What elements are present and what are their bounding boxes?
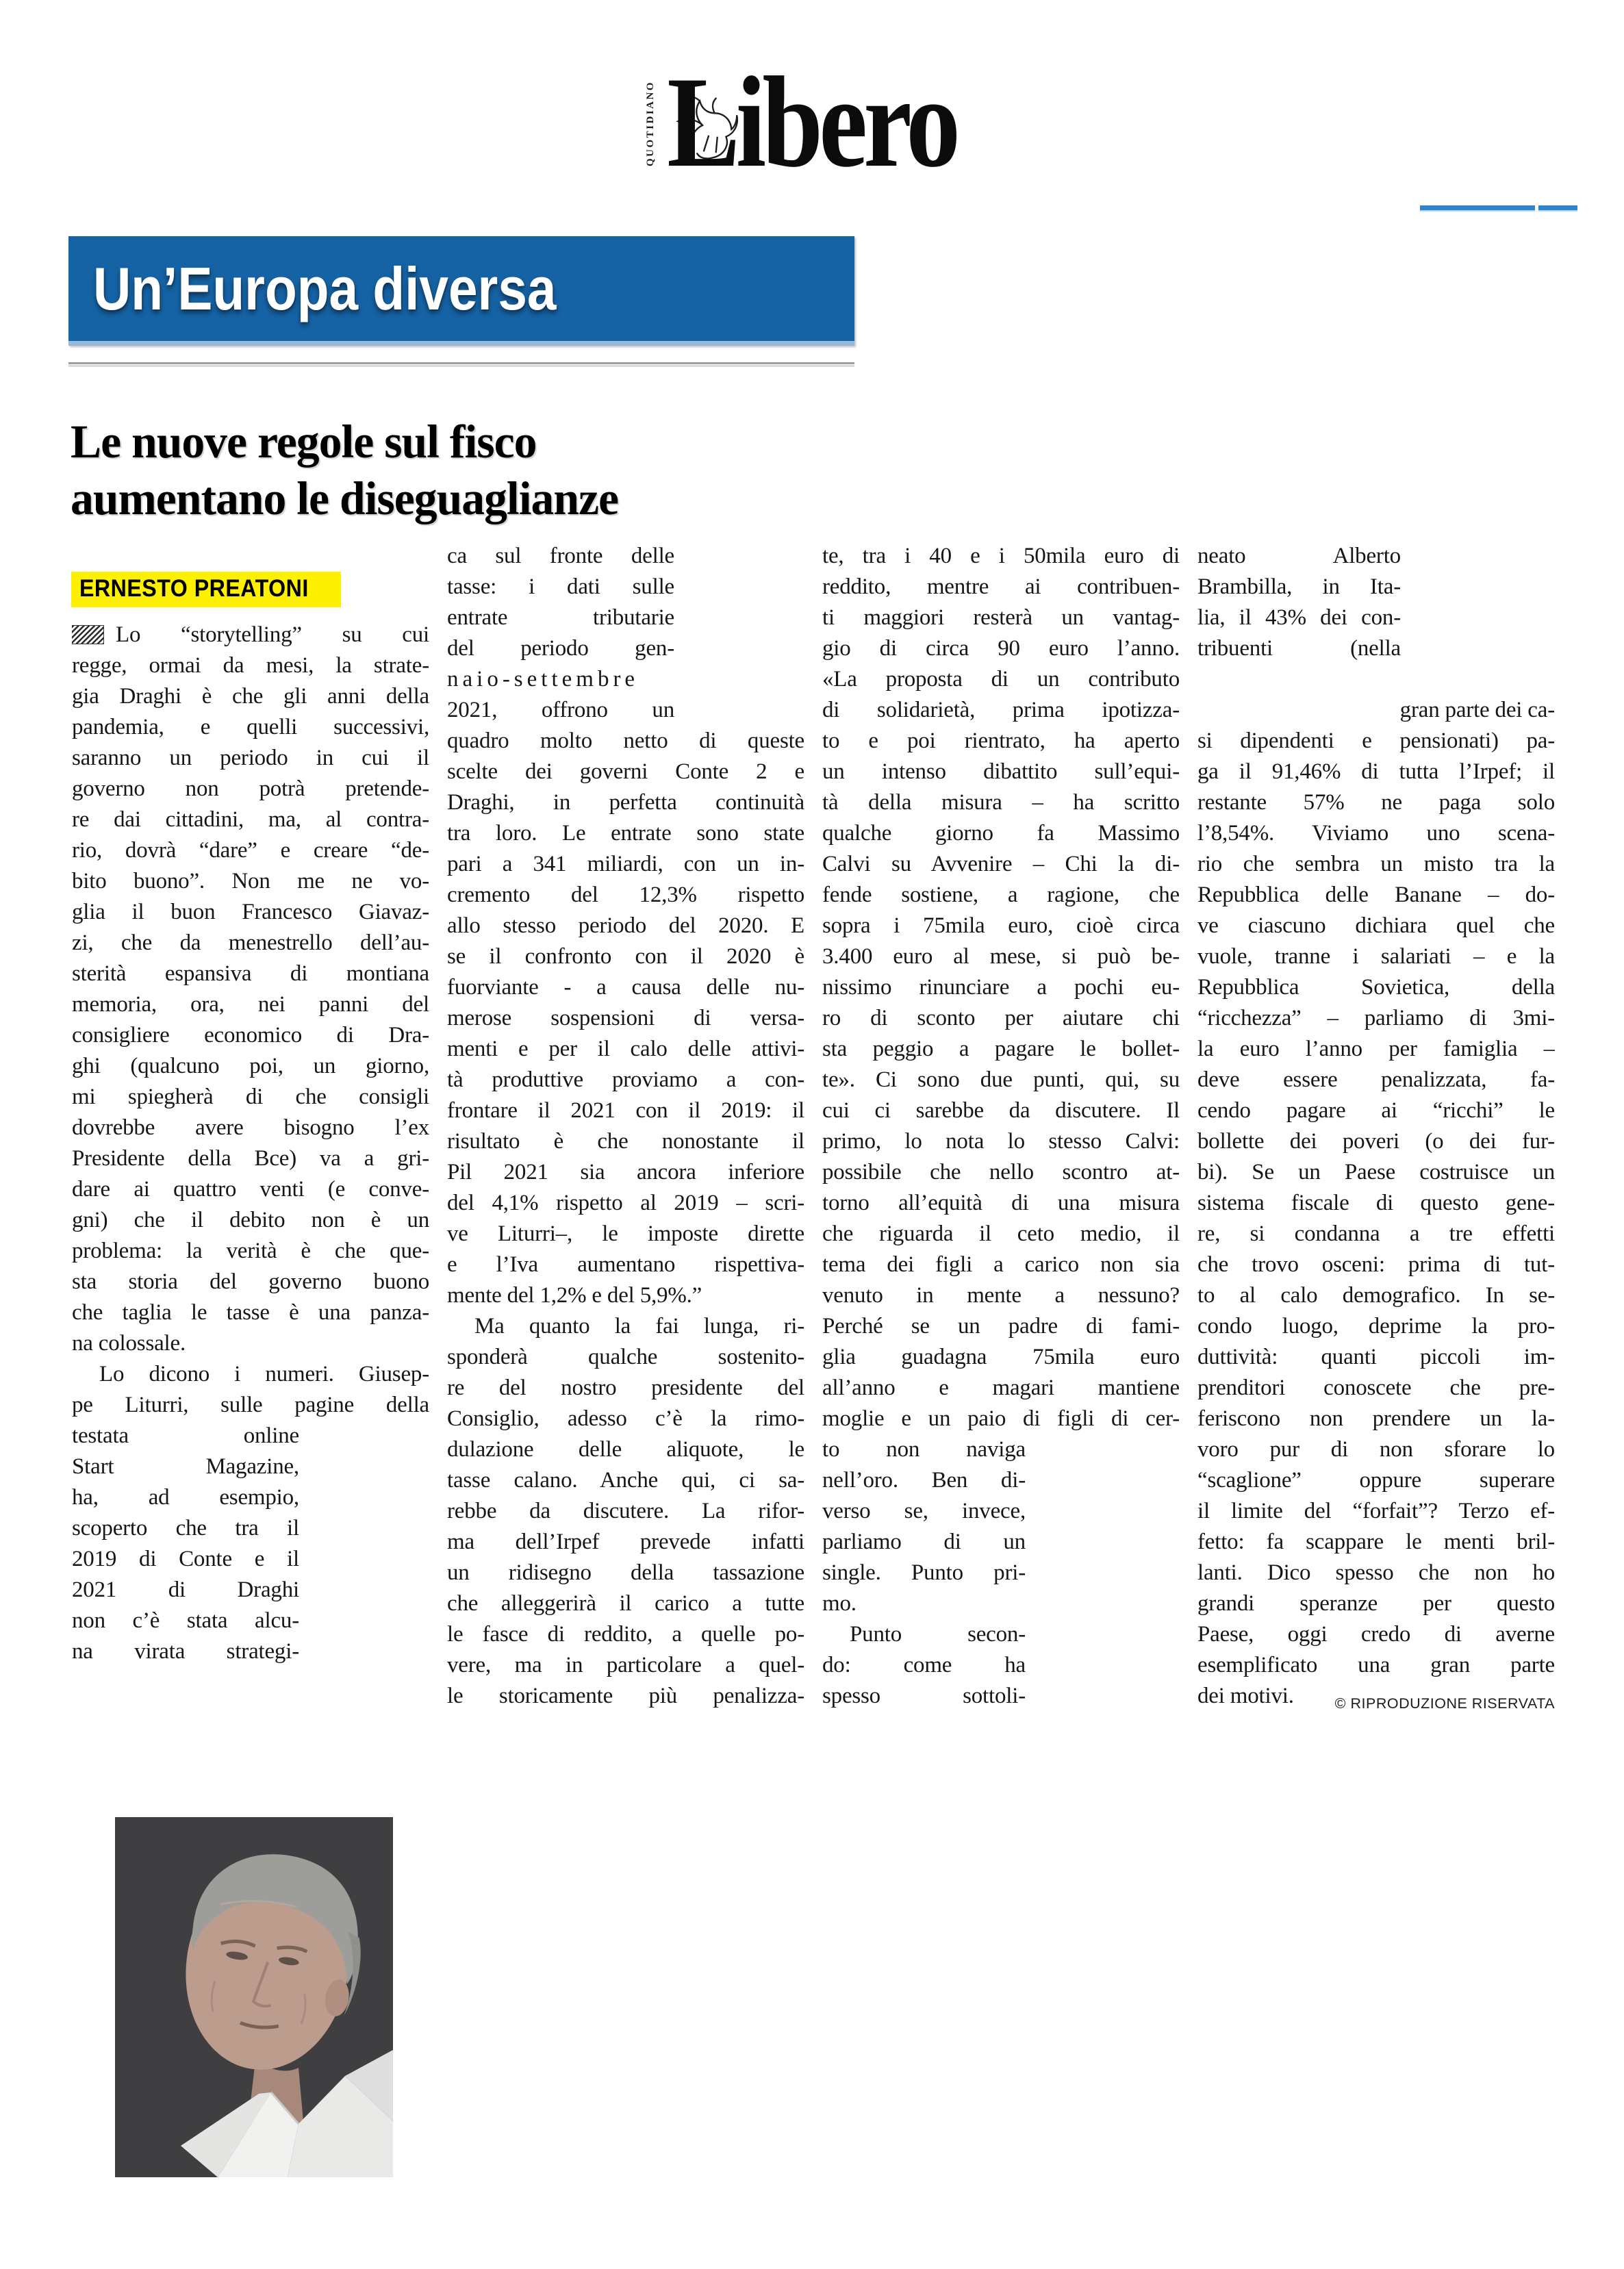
text-line: sponderà qualche sostenito- (447, 1345, 804, 1369)
text-line: 2021 di Draghi (72, 1577, 299, 1602)
text-line: Calvi su Avvenire – Chi la di- (822, 852, 1180, 876)
text-line: dei motivi. (1197, 1684, 1294, 1708)
text-line: zi, che da menestrello dell’au- (72, 930, 429, 955)
text-line: che trovo osceni: prima di tut- (1197, 1252, 1555, 1277)
text-line: non c’è stata alcu- (72, 1608, 299, 1633)
text-line: dare ai quattro venti (e conve- (72, 1177, 429, 1202)
text-line: allo stesso periodo del 2020. E (447, 913, 804, 938)
text-line: cendo pagare ai “ricchi” le (1197, 1098, 1555, 1123)
text-line: re, si condanna a tre effetti (1197, 1221, 1555, 1246)
text-line: che alleggerirà il carico a tutte (447, 1591, 804, 1616)
text-line: re dai cittadini, ma, al contra- (72, 807, 429, 832)
text-line: ro di sconto per aiutare chi (822, 1006, 1180, 1030)
text-line: la euro l’anno per famiglia – (1197, 1037, 1555, 1061)
text-line: reddito, mentre ai contribuen- (822, 574, 1180, 599)
text-line: Lo “storytelling” su cui (72, 620, 429, 650)
text-line: qualche giorno fa Massimo (822, 821, 1180, 846)
text-line: pandemia, e quelli successivi, (72, 715, 429, 739)
text-line: glia guadagna 75mila euro (822, 1345, 1180, 1369)
text-line: l’8,54%. Viviamo uno scena- (1197, 821, 1555, 846)
text-line: na colossale. (72, 1331, 186, 1356)
text-line: nissimo rinunciare a pochi eu- (822, 975, 1180, 1000)
text-line: bito buono”. Non me ne vo- (72, 869, 429, 893)
headline (71, 414, 926, 527)
text-line: Punto secon- (850, 1622, 1026, 1647)
text-line: te, tra i 40 e i 50mila euro di (822, 544, 1180, 568)
text-line: saranno un periodo in cui il (72, 746, 429, 770)
text-line: sistema fiscale di questo gene- (1197, 1191, 1555, 1215)
text-line: single. Punto pri- (822, 1560, 1026, 1585)
text-line: ghi (qualcuno poi, un giorno, (72, 1054, 429, 1078)
text-line: sterità espansiva di montiana (72, 961, 429, 986)
text-line: grandi speranze per questo (1197, 1591, 1555, 1616)
text-line: entrate tributarie (447, 605, 674, 630)
byline-badge (71, 572, 341, 607)
text-line: Repubblica Sovietica, della (1197, 975, 1555, 1000)
text-line: si dipendenti e pensionati) pa- (1197, 728, 1555, 753)
text-line: scelte dei governi Conte 2 e (447, 759, 804, 784)
text-line: verso se, invece, (822, 1499, 1026, 1523)
article-column-1 (72, 620, 429, 1667)
text-line: frontare il 2021 con il 2019: il (447, 1098, 804, 1123)
masthead-rule-segment (1538, 205, 1577, 210)
text-line: ve ciascuno dichiara quel che (1197, 913, 1555, 938)
text-line: fetto: fa scappare le menti bril- (1197, 1530, 1555, 1554)
text-line: Perché se un padre di fami- (822, 1314, 1180, 1339)
spacer (1197, 664, 1555, 695)
text-line: rio che sembra un misto tra la (1197, 852, 1555, 876)
text-line: bollette dei poveri (o dei fur- (1197, 1129, 1555, 1154)
text-line: tra loro. Le entrate sono state (447, 821, 804, 846)
text-line: moglie e un paio di figli di cer- (822, 1406, 1180, 1431)
text-line: Presidente della Bce) va a gri- (72, 1146, 429, 1171)
text-line: esemplificato una gran parte (1197, 1653, 1555, 1677)
masthead-rule (1420, 205, 1577, 210)
text-line: che taglia le tasse è una panza- (72, 1300, 429, 1325)
text-line: nell’oro. Ben di- (822, 1468, 1026, 1493)
author-photo (115, 1817, 393, 2177)
text-line: Lo dicono i numeri. Giusep- (99, 1362, 429, 1386)
text-line: venuto in mente a nessuno? (822, 1283, 1180, 1308)
text-line: scoperto che tra il (72, 1516, 299, 1541)
text-line: il limite del “forfait”? Terzo ef- (1197, 1499, 1555, 1523)
text-line: del periodo gen- (447, 636, 674, 661)
text-line: tasse: i dati sulle (447, 574, 674, 599)
article-column-3 (822, 541, 1180, 1712)
text-line: Repubblica delle Banane – do- (1197, 883, 1555, 907)
text-line: un ridisegno della tassazione (447, 1560, 804, 1585)
text-line: Draghi, in perfetta continuità (447, 790, 804, 815)
text-line: deve essere penalizzata, fa- (1197, 1067, 1555, 1092)
divider-rule (68, 362, 854, 364)
text-line: tasse calano. Anche qui, ci sa- (447, 1468, 804, 1493)
text-line: fende sostiene, a ragione, che (822, 883, 1180, 907)
text-line: Paese, oggi credo di averne (1197, 1622, 1555, 1647)
text-line: naio-settembre (447, 667, 639, 692)
text-line: prenditori conoscete che pre- (1197, 1376, 1555, 1400)
text-line: 2021, offrono un (447, 698, 674, 722)
text-line: le fasce di reddito, a quelle po- (447, 1622, 804, 1647)
text-line: regge, ormai da mesi, la strate- (72, 653, 429, 678)
text-line: Consiglio, adesso c’è la rimo- (447, 1406, 804, 1431)
text-line: mo. (822, 1591, 857, 1616)
text-line: mente del 1,2% e del 5,9%.” (447, 1283, 702, 1308)
text-line: “ricchezza” – parliamo di 3mi- (1197, 1006, 1555, 1030)
article-column-2 (447, 541, 804, 1712)
text-line: neato Alberto (1197, 544, 1401, 568)
text-line: te». Ci sono due punti, qui, su (822, 1067, 1180, 1092)
text-line: Brambilla, in Ita- (1197, 574, 1401, 599)
text-line: re del nostro presidente del (447, 1376, 804, 1400)
text-line: ve Liturri–, le imposte dirette (447, 1221, 804, 1246)
headline-line-2: aumentano le diseguaglianze (71, 472, 619, 524)
text-line: voro pur di non sforare lo (1197, 1437, 1555, 1462)
text-line: lanti. Dico spesso che non ho (1197, 1560, 1555, 1585)
text-line: sopra i 75mila euro, cioè circa (822, 913, 1180, 938)
text-line: 2019 di Conte e il (72, 1547, 299, 1571)
text-line: duttività: quanti piccoli im- (1197, 1345, 1555, 1369)
text-line: all’anno e magari mantiene (822, 1376, 1180, 1400)
masthead-vertical-label: QUOTIDIANO (645, 81, 657, 167)
text-line: testata online (72, 1423, 299, 1448)
article-column-4 (1197, 541, 1555, 1712)
text-line: torno all’equità di una misura (822, 1191, 1180, 1215)
text-line: tà della misura – ha scritto (822, 790, 1180, 815)
text-line: gni) che il debito non è un (72, 1208, 429, 1232)
text-line: to e poi rientrato, ha aperto (822, 728, 1180, 753)
text-line: ti maggiori resterà un vantag- (822, 605, 1180, 630)
text-line: sta peggio a pagare le bollet- (822, 1037, 1180, 1061)
text-line: se il confronto con il 2020 è (447, 944, 804, 969)
text-line: ca sul fronte delle (447, 544, 674, 568)
text-line: rebbe da discutere. La rifor- (447, 1499, 804, 1523)
text-line: memoria, ora, nei panni del (72, 992, 429, 1017)
text-line: condo luogo, deprime la pro- (1197, 1314, 1555, 1339)
text-line: quadro molto netto di queste (447, 728, 804, 753)
text-line: bi). Se un Paese costruisce un (1197, 1160, 1555, 1184)
kicker-banner (68, 236, 854, 346)
text-line: fuorviante - a causa delle nu- (447, 975, 804, 1000)
paragraph-marker-icon (72, 626, 103, 644)
text-line: dovrebbe avere bisogno l’ex (72, 1115, 429, 1140)
text-line: sta storia del governo buono (72, 1269, 429, 1294)
text-line: Pil 2021 sia ancora inferiore (447, 1160, 804, 1184)
text-line: pe Liturri, sulle pagine della (72, 1393, 429, 1417)
text-line: lia, il 43% dei con- (1197, 605, 1401, 630)
text-line: problema: la verità è che que- (72, 1239, 429, 1263)
text-line: vuole, tranne i salariati – e la (1197, 944, 1555, 969)
text-line: Start Magazine, (72, 1454, 299, 1479)
text-line: gran parte dei ca- (1399, 698, 1555, 722)
text-line: parliamo di un (822, 1530, 1026, 1554)
masthead-title: Libero (667, 51, 957, 194)
text-line: tribuenti (nella (1197, 636, 1401, 661)
text-line: del 4,1% rispetto al 2019 – scri- (447, 1191, 804, 1215)
text-line: merose sospensioni di versa- (447, 1006, 804, 1030)
text-line: do: come ha (822, 1653, 1026, 1677)
text-line: vere, ma in particolare a quel- (447, 1653, 804, 1677)
text-line: “scaglione” oppure superare (1197, 1468, 1555, 1493)
text-line: to al calo demografico. In se- (1197, 1283, 1555, 1308)
text-line: «La proposta di un contributo (822, 667, 1180, 692)
text-line: spesso sottoli- (822, 1684, 1026, 1708)
text-line: possibile che nello scontro at- (822, 1160, 1180, 1184)
text-line: gia Draghi è che gli anni della (72, 684, 429, 709)
text-line: che riguarda il ceto medio, il (822, 1221, 1180, 1246)
text-line: dulazione delle aliquote, le (447, 1437, 804, 1462)
text-line: risultato è che nonostante il (447, 1129, 804, 1154)
text-line: gio di circa 90 euro l’anno. (822, 636, 1180, 661)
byline-name: ERNESTO PREATONI (79, 575, 309, 602)
text-line: un intenso dibattito sull’equi- (822, 759, 1180, 784)
masthead-logo (639, 51, 984, 194)
text-line: e l’Iva aumentano rispettiva- (447, 1252, 804, 1277)
text-line: rio, dovrà “dare” e creare “de- (72, 838, 429, 863)
text-line: menti e per il calo delle attivi- (447, 1037, 804, 1061)
text-line: governo non potrà pretende- (72, 776, 429, 801)
text-line: ha, ad esempio, (72, 1485, 299, 1510)
copyright-line: © RIPRODUZIONE RISERVATA (1334, 1695, 1555, 1712)
text-line: Ma quanto la fai lunga, ri- (474, 1314, 804, 1339)
text-line: primo, lo nota lo stesso Calvi: (822, 1129, 1180, 1154)
text-line: le storicamente più penalizza- (447, 1684, 804, 1708)
text-line: to non naviga (822, 1437, 1026, 1462)
text-line: 3.400 euro al mese, si può be- (822, 944, 1180, 969)
text-line: tema dei figli a carico non sia (822, 1252, 1180, 1277)
text-line: pari a 341 miliardi, con un in- (447, 852, 804, 876)
text-line: ma dell’Irpef prevede infatti (447, 1530, 804, 1554)
text-line: tà produttive proviamo a con- (447, 1067, 804, 1092)
headline-line-1: Le nuove regole sul fisco (71, 416, 537, 468)
text-line: na virata strategi- (72, 1639, 299, 1664)
text-line: glia il buon Francesco Giavaz- (72, 900, 429, 924)
text-line: cui ci sarebbe da discutere. Il (822, 1098, 1180, 1123)
text-line: feriscono non prendere un la- (1197, 1406, 1555, 1431)
masthead (0, 51, 1624, 194)
kicker-label: Un’Europa diversa (93, 254, 557, 322)
text-line: restante 57% ne paga solo (1197, 790, 1555, 815)
text-line: ga il 91,46% di tutta l’Irpef; il (1197, 759, 1555, 784)
text-line: consigliere economico di Dra- (72, 1023, 429, 1048)
masthead-rule-segment (1420, 205, 1535, 210)
text-line: mi spiegherà di che consigli (72, 1085, 429, 1109)
text-line: di solidarietà, prima ipotizza- (822, 698, 1180, 722)
text-line: cremento del 12,3% rispetto (447, 883, 804, 907)
